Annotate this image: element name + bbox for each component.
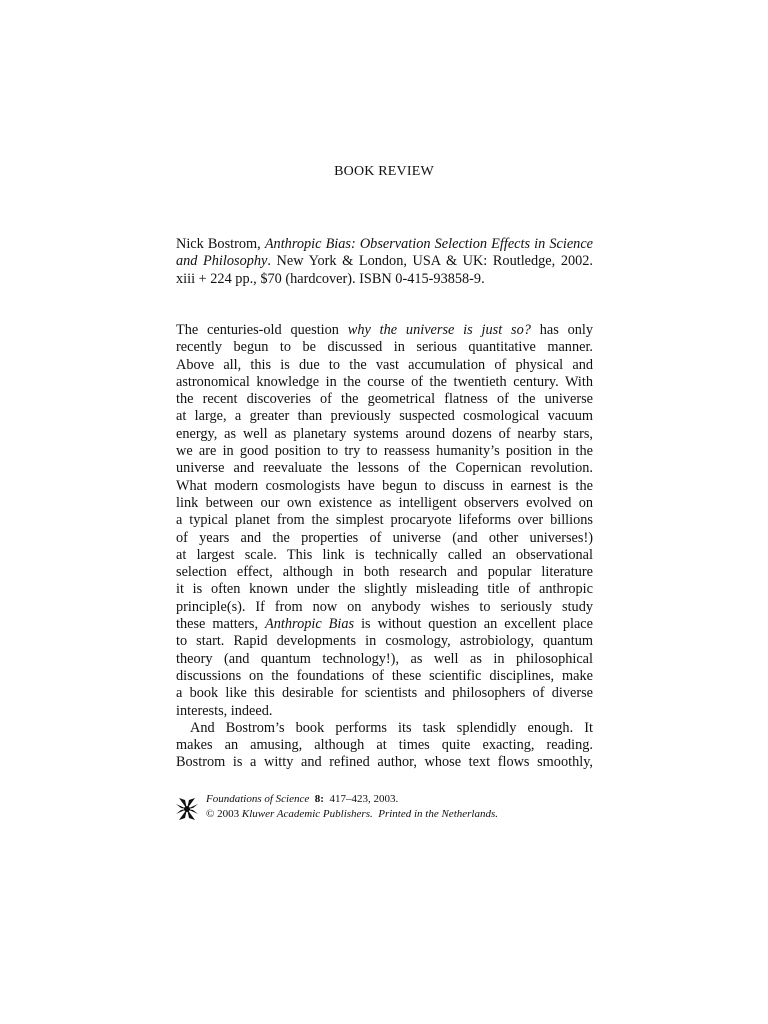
body-line: makes an amusing, although at times quite exacting, reading. bbox=[176, 737, 593, 754]
body-line: universe and reevaluate the lessons of the Copernican revolution. bbox=[176, 460, 593, 477]
citation-author: Nick Bostrom, bbox=[176, 236, 265, 252]
body-line: a book like this desirable for scientists and philosophers of diverse bbox=[176, 685, 593, 702]
body-line: to start. Rapid developments in cosmology, astrobiology, quantum bbox=[176, 633, 593, 650]
citation-book-title: Anthropic Bias: Observation Selection Effects in Science and Philosophy bbox=[176, 236, 594, 270]
body-line: interests, indeed. bbox=[176, 702, 273, 719]
body-line: selection effect, although in both research and popular literature bbox=[176, 564, 593, 581]
body-line: recently begun to be discussed in serious quantitative manner. bbox=[176, 339, 593, 356]
footer-journal-line bbox=[206, 792, 498, 807]
body-line: What modern cosmologists have begun to discuss in earnest is the bbox=[176, 477, 593, 494]
body-line: Above all, this is due to the vast accumulation of physical and bbox=[176, 356, 593, 373]
body-line: at largest scale. This link is technically called an observational bbox=[176, 546, 593, 563]
journal-pages: 417–423, 2003. bbox=[329, 793, 399, 805]
body-line: discussions on the foundations of these scientific disciplines, make bbox=[176, 667, 593, 684]
body-line: of years and the properties of universe (and other universes!) bbox=[176, 529, 593, 546]
body-line: it is often known under the slightly misleading title of anthropic bbox=[176, 581, 593, 598]
review-body bbox=[176, 322, 593, 772]
body-line: astronomical knowledge in the course of the twentieth century. With bbox=[176, 373, 593, 390]
book-citation bbox=[176, 236, 593, 288]
copyright-year: © 2003 bbox=[206, 808, 240, 820]
body-line: these matters, Anthropic Bias is without question an excellent place bbox=[176, 616, 593, 633]
journal-name: Foundations of Science bbox=[206, 793, 310, 805]
body-line: a typical planet from the simplest procaryote lifeforms over billions bbox=[176, 512, 593, 529]
body-line: The centuries-old question why the universe is just so? has only bbox=[176, 322, 594, 338]
journal-footer bbox=[176, 792, 596, 832]
journal-volume: 8: bbox=[314, 793, 324, 805]
publisher-name: Kluwer Academic Publishers. bbox=[241, 808, 373, 820]
printed-location: Printed in the Netherlands. bbox=[378, 808, 498, 820]
body-line: energy, as well as planetary systems around dozens of nearby stars, bbox=[176, 425, 593, 442]
body-line: we are in good position to try to reassess humanity’s position in the bbox=[176, 443, 593, 460]
footer-text bbox=[206, 792, 498, 822]
body-line: the recent discoveries of the geometrical flatness of the universe bbox=[176, 391, 593, 408]
body-line: Bostrom is a witty and refined author, whose text flows smoothly, bbox=[176, 754, 593, 771]
footer-copyright-line bbox=[206, 807, 498, 822]
kluwer-logo-icon bbox=[176, 796, 198, 822]
body-line: link between our own existence as intelligent observers evolved on bbox=[176, 494, 593, 511]
body-line: principle(s). If from now on anybody wishes to seriously study bbox=[176, 598, 593, 615]
citation-details: . New York & London, USA & UK: Routledge, 2002. xiii + 224 pp., $70 (hardcover). ISBN 0-415-93858-9. bbox=[176, 253, 593, 287]
page-title: BOOK REVIEW bbox=[334, 164, 434, 179]
body-line: at large, a greater than previously suspected cosmological vacuum bbox=[176, 408, 593, 425]
body-line: And Bostrom’s book performs its task splendidly enough. It bbox=[190, 719, 593, 736]
body-line: theory (and quantum technology!), as well as in philosophical bbox=[176, 650, 593, 667]
